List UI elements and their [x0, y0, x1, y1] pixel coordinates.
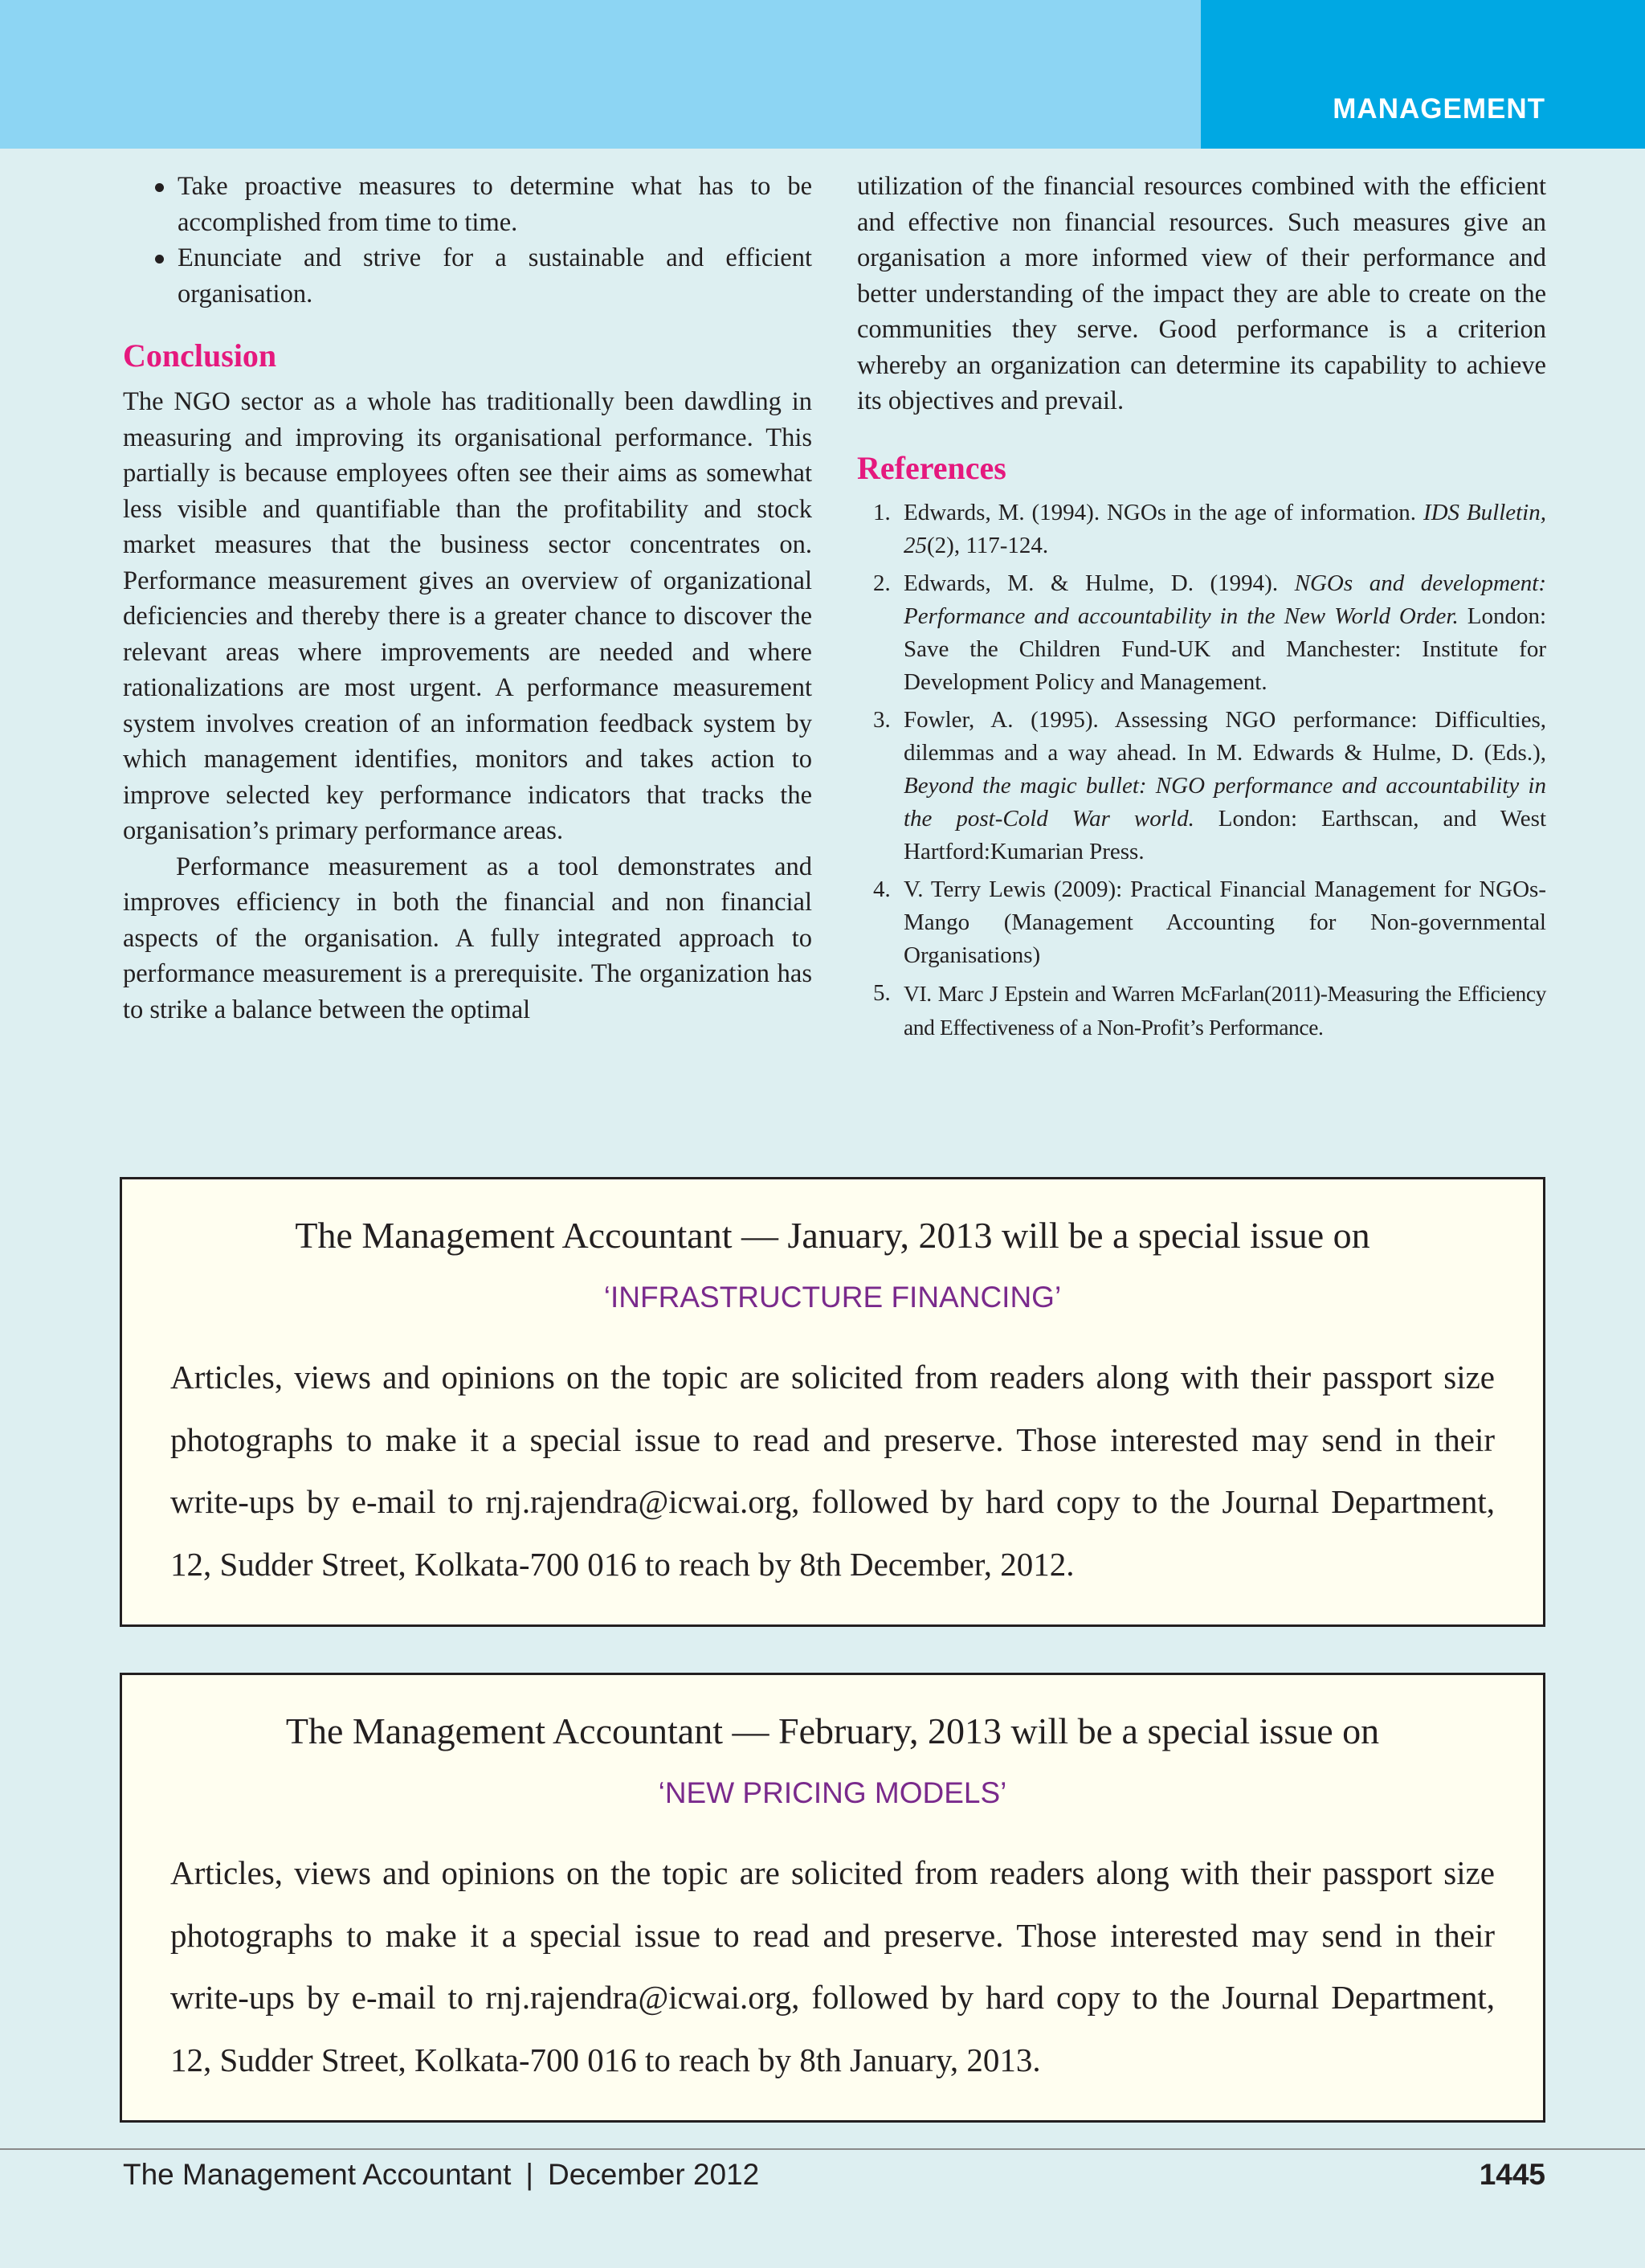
section-tab [1201, 0, 1645, 149]
reference-item [857, 977, 1546, 1044]
continuation-paragraph: utilization of the financial resources combined with the efficient and effective non financial resources. Such measures give an organisation a more informed view of their performance and better understanding of the impact they are able to create on the communities they serve. Good performance is a criterion whereby an organization can determine its capability to achieve its objectives and prevail. [857, 172, 1546, 415]
reference-item [857, 704, 1546, 868]
reference-number: 2. [873, 570, 891, 596]
section-label: MANAGEMENT [1333, 93, 1545, 125]
conclusion-heading: Conclusion [123, 337, 277, 374]
page-number: 1445 [1479, 2158, 1545, 2191]
reference-text: (2), 117-124. [927, 532, 1049, 558]
reference-number: 4. [873, 876, 891, 902]
bullet-item: Enunciate and strive for a sustainable and efficient organisation. [123, 240, 812, 312]
footer-divider [0, 2148, 1645, 2150]
reference-text: Edwards, M. (1994). NGOs in the age of information. [904, 499, 1423, 525]
reference-source: Beyond the magic bullet: NGO performance and accountability in the post-Cold War world. [904, 772, 1546, 832]
reference-number: 1. [873, 499, 891, 525]
footer-issue: December 2012 [548, 2158, 760, 2191]
special-issue-notice [120, 1673, 1545, 2123]
references-heading: References [857, 449, 1006, 486]
left-column [123, 169, 812, 1028]
reference-item [857, 567, 1546, 699]
reference-source: NGOs and development: Performance and accountability in the New World Order. [904, 570, 1546, 629]
reference-text: Fowler, A. (1995). Assessing NGO performance: Difficulties, dilemmas and a way ahead. In M. Edwards & Hulme, D. (Eds.), [904, 706, 1546, 766]
reference-text: Edwards, M. & Hulme, D. (1994). [904, 570, 1295, 596]
reference-text: V. Terry Lewis (2009): Practical Financial Management for NGOs-Mango (Management Accounting for Non-governmental Organisations) [904, 876, 1546, 968]
header-band [0, 0, 1201, 149]
reference-number: 3. [873, 706, 891, 733]
notice-topic: ‘NEW PRICING MODELS’ [658, 1776, 1007, 1809]
notice-title: The Management Accountant — January, 2013 will be a special issue on [295, 1215, 1370, 1256]
footer-journal: The Management Accountant [123, 2158, 512, 2191]
reference-item [857, 873, 1546, 972]
reference-text: London: Save the Children Fund-UK and Manchester: Institute for Development Policy and Management. [904, 603, 1546, 695]
reference-item [857, 497, 1546, 562]
notice-title: The Management Accountant — February, 2013 will be a special issue on [285, 1710, 1380, 1751]
notice-topic: ‘INFRASTRUCTURE FINANCING’ [603, 1281, 1062, 1314]
special-issue-notice [120, 1177, 1545, 1627]
footer-separator: | [525, 2158, 533, 2191]
references-list [857, 497, 1546, 1044]
conclusion-paragraph: The NGO sector as a whole has traditionally been dawdling in measuring and improving its organisational performance. This partially is because employees often see their aims as somewhat less visible and quantifiable than the profitability and stock market measures that the business sector concentrates on. Performance measurement gives an overview of organizational deficiencies and thereby there is a greater chance to discover the relevant areas where improvements are needed and where rationalizations are most urgent. A performance measurement system involves creation of an information feedback system by which management identifies, monitors and takes action to improve selected key performance indicators that tracks the organisation’s primary performance areas. [123, 387, 812, 845]
notice-body: Articles, views and opinions on the topic are solicited from readers along with their passport size photographs to make it a special issue to read and preserve. Those interested may send in their write-ups by e-mail to rnj.rajendra@icwai.org, followed by hard copy to the Journal Department, 12, Sudder Street, Kolkata-700 016 to reach by 8th January, 2013. [170, 1854, 1495, 2078]
footer-citation [123, 2158, 759, 2192]
notice-body: Articles, views and opinions on the topic are solicited from readers along with their passport size photographs to make it a special issue to read and preserve. Those interested may send in their write-ups by e-mail to rnj.rajendra@icwai.org, followed by hard copy to the Journal Department, 12, Sudder Street, Kolkata-700 016 to reach by 8th December, 2012. [170, 1359, 1495, 1583]
reference-text: London: Earthscan, and West Hartford:Kumarian Press. [904, 805, 1546, 864]
conclusion-paragraph: Performance measurement as a tool demonstrates and improves efficiency in both the financial and non financial aspects of the organisation. A fully integrated approach to performance measurement is a prerequisite. The organization has to strike a balance between the optimal [123, 852, 812, 1024]
reference-number: 5. [873, 979, 891, 1006]
bullet-item: Take proactive measures to determine what has to be accomplished from time to time. [123, 169, 812, 240]
right-column [857, 169, 1546, 1049]
bullet-list [123, 169, 812, 312]
reference-text: VI. Marc J Epstein and Warren McFarlan(2011)-Measuring the Efficiency and Effectiveness of a Non-Profit’s Performance. [904, 980, 1546, 1040]
reference-source: IDS Bulletin, 25 [904, 499, 1546, 558]
